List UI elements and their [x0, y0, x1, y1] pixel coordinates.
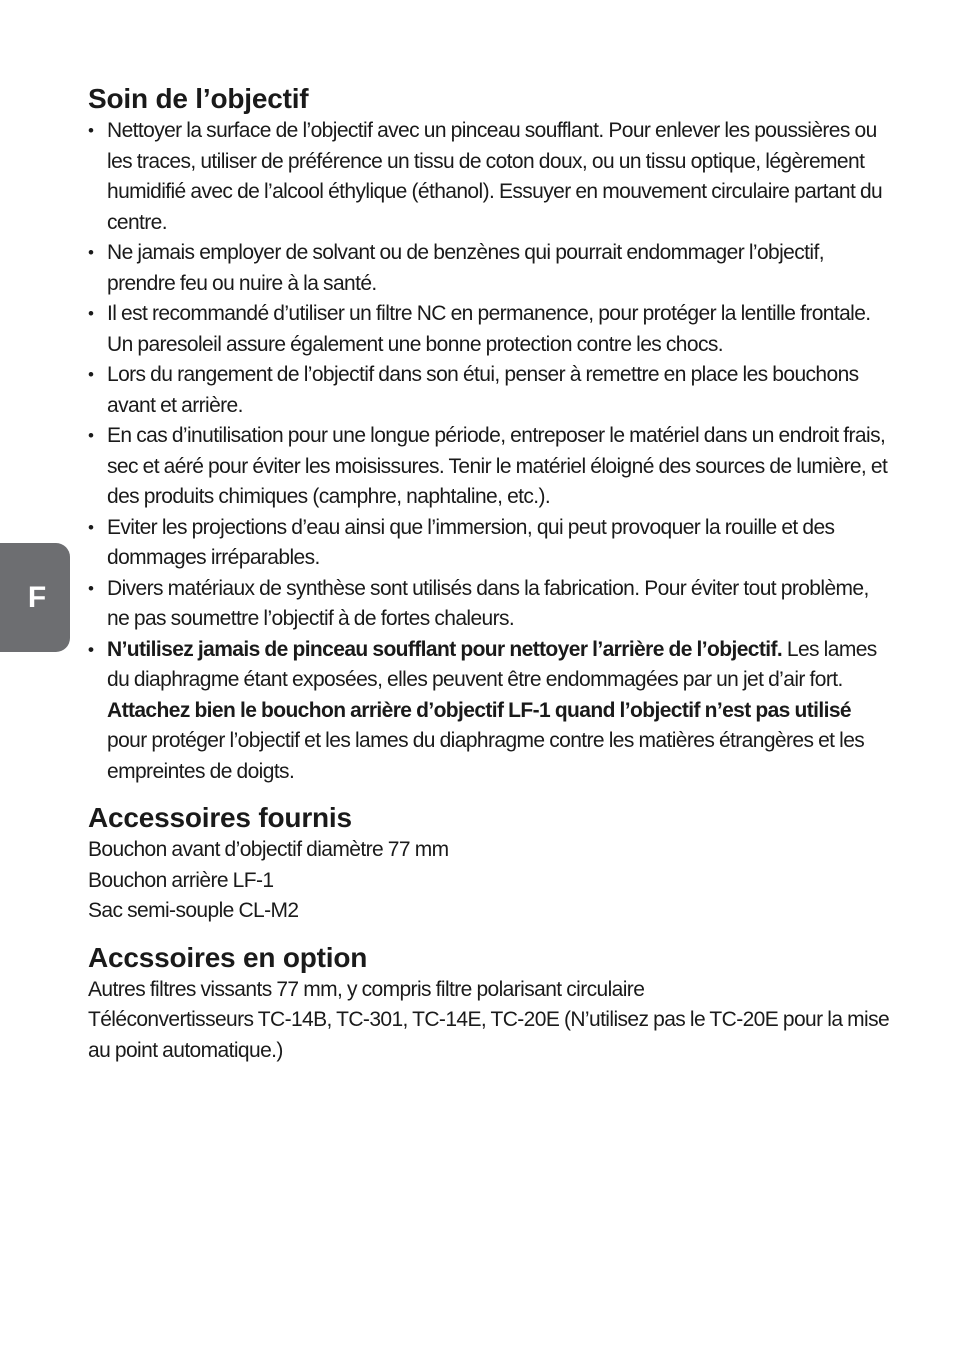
care-section — [88, 82, 894, 787]
care-heading: Soin de l’objectif — [88, 83, 309, 114]
list-item — [88, 299, 894, 360]
bullet-icon: • — [88, 365, 94, 384]
list-item-text: En cas d’inutilisation pour une longue période, entreposer le matériel dans un endroit frais, sec et aéré pour éviter les moisissures. Tenir le matériel éloigné des sources de lumière, et des produits chimiques (camphre, naphtaline, etc.). — [107, 424, 888, 508]
bullet-icon: • — [88, 243, 94, 262]
care-list — [88, 116, 894, 787]
list-item — [88, 421, 894, 513]
list-item-text: Lors du rangement de l’objectif dans son étui, penser à remettre en place les bouchons avant et arrière. — [107, 363, 859, 417]
list-item — [88, 360, 894, 421]
optional-line: Téléconvertisseurs TC-14B, TC-301, TC-14E, TC-20E (N’utilisez pas le TC-20E pour la mise au point automatique.) — [88, 1008, 890, 1062]
optional-heading: Accssoires en option — [88, 941, 368, 973]
list-item — [88, 116, 894, 238]
supplied-line: Bouchon arrière LF-1 — [88, 868, 274, 892]
supplied-line: Bouchon avant d’objectif diamètre 77 mm — [88, 838, 449, 861]
bullet-icon: • — [88, 304, 94, 323]
warning-text-1: Les lames du diaphragme étant exposées, elles peuvent être endommagées par un jet d’air fort. — [107, 637, 877, 691]
list-item-text: Ne jamais employer de solvant ou de benzènes qui pourrait endommager l’objectif, prendre feu ou nuire à la santé. — [107, 241, 824, 295]
bullet-icon: • — [88, 639, 94, 659]
supplied-section — [88, 801, 894, 927]
optional-line: Autres filtres vissants 77 mm, y compris filtre polarisant circulaire — [88, 977, 645, 1001]
bullet-icon: • — [88, 517, 94, 537]
supplied-heading: Accessoires fournis — [88, 802, 352, 833]
list-item — [88, 574, 894, 635]
language-tab — [0, 543, 70, 652]
supplied-line: Sac semi-souple CL-M2 — [88, 899, 299, 922]
list-item — [88, 513, 894, 574]
list-item — [88, 238, 894, 299]
warning-item — [88, 635, 894, 788]
list-item-text: Nettoyer la surface de l’objectif avec un pinceau soufflant. Pour enlever les poussières ou les traces, utiliser de préférence un tissu de coton doux, ou un tissu optique, légèrement humidifié avec de l’alcool éthylique (éthanol). Essuyer en mouvement circulaire partant du centre. — [107, 119, 883, 234]
page-content — [88, 82, 894, 1080]
optional-section — [88, 941, 894, 1067]
bullet-icon: • — [88, 121, 94, 140]
language-tab-letter: F — [27, 580, 47, 614]
list-item-text: Il est recommandé d’utiliser un filtre NC en permanence, pour protéger la lentille frontale. Un paresoleil assure également une bonne protection contre les chocs. — [107, 302, 871, 356]
bullet-icon: • — [88, 578, 94, 598]
warning-text-2: pour protéger l’objectif et les lames du diaphragme contre les matières étrangères et les empreintes de doigts. — [107, 729, 865, 783]
bullet-icon: • — [88, 426, 94, 445]
list-item-text: Eviter les projections d’eau ainsi que l’immersion, qui peut provoquer la rouille et des dommages irréparables. — [107, 515, 835, 569]
list-item-text: Divers matériaux de synthèse sont utilisés dans la fabrication. Pour éviter tout problème, ne pas soumettre l’objectif à de fortes chaleurs. — [107, 576, 869, 630]
warning-bold-1: N’utilisez jamais de pinceau soufflant pour nettoyer l’arrière de l’objectif. — [107, 637, 783, 661]
warning-bold-2: Attachez bien le bouchon arrière d’objectif LF-1 quand l’objectif n’est pas utilisé — [107, 698, 851, 722]
